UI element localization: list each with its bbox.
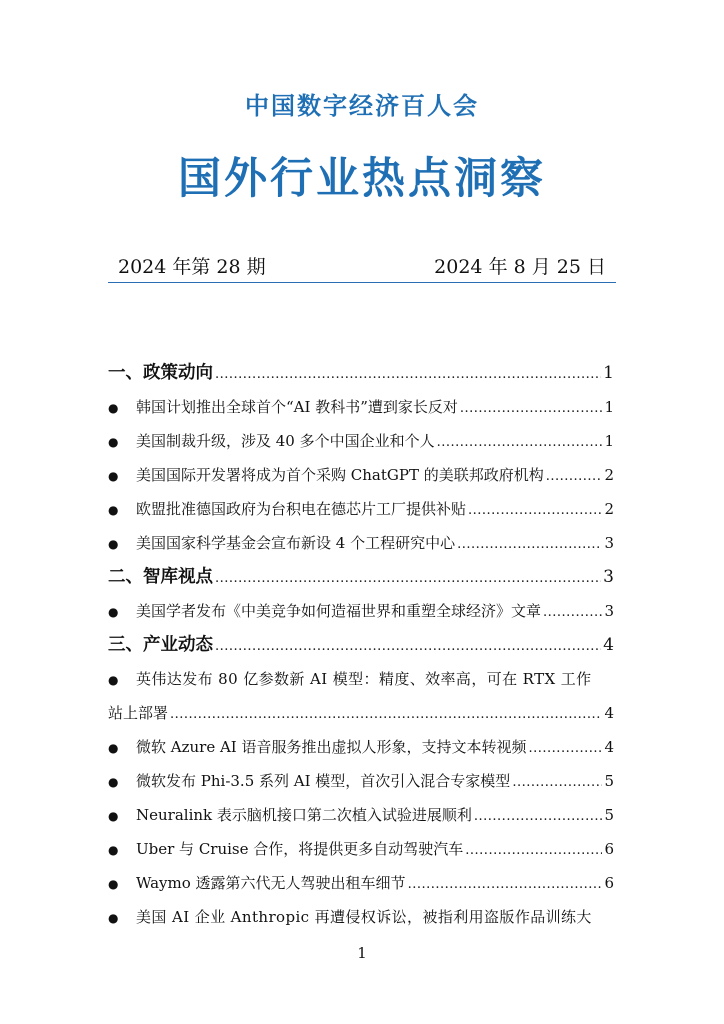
bullet-icon: ● [108,469,119,483]
toc-item-label: 微软发布 Phi-3.5 系列 AI 模型，首次引入混合专家模型 [136,772,511,790]
toc-leader [457,528,602,562]
toc-leader [474,800,603,834]
header-divider [108,282,616,283]
toc-item[interactable] [108,900,614,934]
toc-page-number: 6 [604,840,614,858]
bullet-icon: ● [108,741,119,755]
toc-item-label: 美国国际开发署将成为首个采购 ChatGPT 的美联邦政府机构 [136,466,544,484]
toc-item[interactable] [108,526,614,560]
toc-item[interactable] [108,764,614,798]
toc-page-number: 1 [604,398,614,416]
toc-item[interactable] [108,424,614,458]
toc-section-label: 一、政策动向 [108,363,213,383]
toc-leader [215,562,601,596]
toc-section-label: 三、产业动态 [108,635,213,655]
toc-page-number: 3 [604,534,614,552]
toc-item-label: 美国国家科学基金会宣布新设 4 个工程研究中心 [136,534,456,552]
bullet-icon: ● [108,605,119,619]
toc-item-label: 美国学者发布《中美竞争如何造福世界和重塑全球经济》文章 [136,602,542,620]
toc-leader [468,494,602,528]
toc-page-number: 4 [603,635,614,655]
toc-item[interactable] [108,832,614,866]
toc-leader [170,698,602,732]
toc-item-label: 欧盟批准德国政府为台积电在德芯片工厂提供补贴 [136,500,467,518]
toc-item-multiline[interactable] [108,662,614,730]
toc-page-number: 3 [604,602,614,620]
toc-leader [215,358,601,392]
toc-leader [408,868,603,902]
toc-section-industry[interactable] [108,628,614,662]
toc-section-label: 二、智库视点 [108,567,213,587]
page-number: 1 [357,944,367,962]
toc-leader [437,426,603,460]
toc-leader [543,596,602,630]
toc-page-number: 1 [603,363,614,383]
bullet-icon: ● [108,537,119,551]
toc-item[interactable] [108,866,614,900]
bullet-icon: ● [108,877,119,891]
toc-item[interactable] [108,492,614,526]
toc-section-policy[interactable] [108,356,614,390]
report-title: 国外行业热点洞察 [178,154,546,204]
toc-item-label: 美国制裁升级，涉及 40 多个中国企业和个人 [136,432,435,450]
toc-leader [546,460,603,494]
toc-item[interactable] [108,594,614,628]
table-of-contents [108,356,614,934]
bullet-icon: ● [108,401,119,415]
bullet-icon: ● [108,775,119,789]
toc-item[interactable] [108,730,614,764]
bullet-icon: ● [108,673,119,687]
toc-item-line [108,662,614,696]
toc-item-label: Uber 与 Cruise 合作，将提供更多自动驾驶汽车 [136,840,464,858]
toc-page-number: 2 [604,500,614,518]
toc-leader [512,766,602,800]
issue-number: 2024 年第 28 期 [118,256,266,278]
bullet-icon: ● [108,843,119,857]
toc-leader [460,392,603,426]
toc-leader [529,732,603,766]
toc-page-number: 5 [604,772,614,790]
toc-page-number: 4 [604,704,614,722]
toc-page-number: 2 [604,466,614,484]
bullet-icon: ● [108,503,119,517]
toc-item-label: Neuralink 表示脑机接口第二次植入试验进展顺利 [136,806,472,824]
bullet-icon: ● [108,911,119,925]
toc-leader [465,834,602,868]
toc-item[interactable] [108,458,614,492]
toc-item-label: 英伟达发布 80 亿参数新 AI 模型：精度、效率高，可在 RTX 工作 [136,670,592,688]
toc-item-label: 美国 AI 企业 Anthropic 再遭侵权诉讼，被指利用盗版作品训练大 [136,908,592,926]
toc-item[interactable] [108,390,614,424]
toc-item-line [108,696,614,730]
toc-item[interactable] [108,798,614,832]
organization-name: 中国数字经济百人会 [245,92,479,120]
toc-item-label: 微软 Azure AI 语音服务推出虚拟人形象，支持文本转视频 [136,738,527,756]
toc-item-label: 站上部署 [108,704,169,722]
toc-item-label: 韩国计划推出全球首个“AI 教科书”遭到家长反对 [136,398,458,416]
toc-page-number: 5 [604,806,614,824]
toc-leader [215,630,601,664]
bullet-icon: ● [108,809,119,823]
toc-page-number: 4 [604,738,614,756]
toc-page-number: 1 [604,432,614,450]
toc-page-number: 6 [604,874,614,892]
toc-item-label: Waymo 透露第六代无人驾驶出租车细节 [136,874,406,892]
toc-section-think-tank[interactable] [108,560,614,594]
bullet-icon: ● [108,435,119,449]
toc-page-number: 3 [603,567,614,587]
issue-date: 2024 年 8 月 25 日 [434,256,606,278]
